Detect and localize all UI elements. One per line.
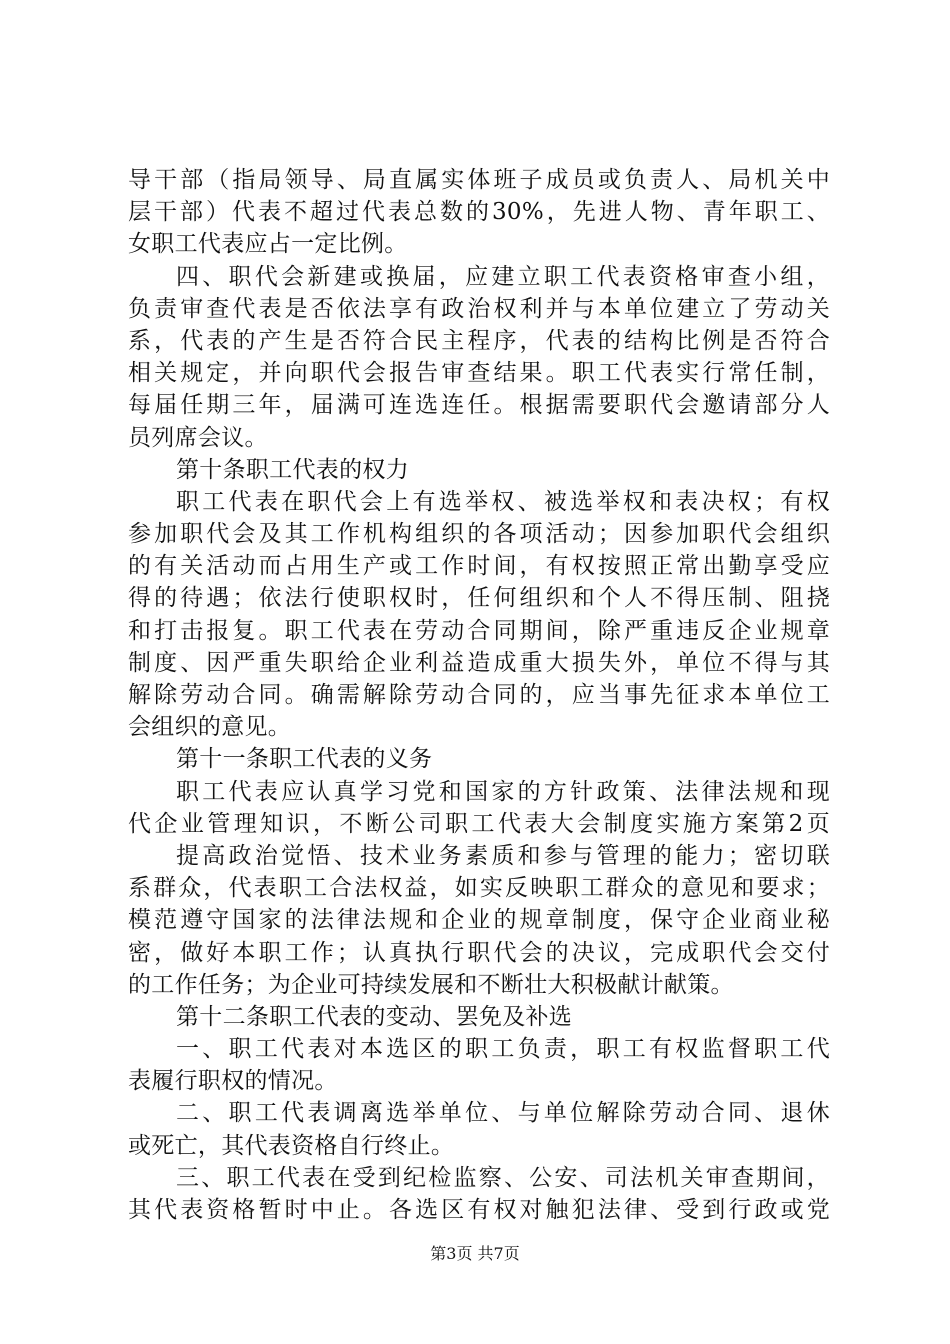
- text-line: 四、职代会新建或换届，应建立职工代表资格审查小组，: [176, 263, 830, 290]
- text-line: 三、职工代表在受到纪检监察、公安、司法机关审查期间，: [176, 1164, 830, 1191]
- text-line: 第十二条职工代表的变动、罢免及补选: [176, 1003, 573, 1030]
- text-line: 层干部）代表不超过代表总数的30%，先进人物、青年职工、: [128, 199, 830, 226]
- text-line: 模范遵守国家的法律法规和企业的规章制度，保守企业商业秘: [128, 907, 830, 934]
- text-line: 职工代表应认真学习党和国家的方针政策、法律法规和现: [176, 778, 830, 805]
- text-line: 一、职工代表对本选区的职工负责，职工有权监督职工代: [176, 1036, 830, 1063]
- text-line: 的工作任务；为企业可持续发展和不断壮大积极献计献策。: [128, 971, 734, 998]
- text-line: 第十一条职工代表的义务: [176, 746, 433, 773]
- document-body: [128, 164, 830, 1226]
- text-line: 参加职代会及其工作机构组织的各项活动；因参加职代会组织: [128, 521, 830, 548]
- text-line: 代企业管理知识，不断公司职工代表大会制度实施方案第2页: [128, 810, 830, 837]
- page-footer: 第3页 共7页: [430, 1244, 520, 1263]
- text-line: 二、职工代表调离选举单位、与单位解除劳动合同、退休: [176, 1100, 830, 1127]
- text-line: 密，做好本职工作；认真执行职代会的决议，完成职代会交付: [128, 939, 830, 966]
- text-line: 或死亡，其代表资格自行终止。: [128, 1132, 455, 1159]
- text-line: 第十条职工代表的权力: [176, 456, 409, 483]
- text-line: 每届任期三年，届满可连选连任。根据需要职代会邀请部分人: [128, 392, 830, 419]
- text-line: 导干部（指局领导、局直属实体班子成员或负责人、局机关中: [128, 167, 830, 193]
- text-line: 员列席会议。: [128, 424, 268, 451]
- text-line: 职工代表在职代会上有选举权、被选举权和表决权；有权: [176, 488, 830, 515]
- text-line: 和打击报复。职工代表在劳动合同期间，除严重违反企业规章: [128, 617, 830, 644]
- text-line: 提高政治觉悟、技术业务素质和参与管理的能力；密切联: [176, 842, 830, 869]
- text-line: 其代表资格暂时中止。各选区有权对触犯法律、受到行政或党: [128, 1197, 830, 1223]
- text-line: 系群众，代表职工合法权益，如实反映职工群众的意见和要求；: [128, 875, 830, 902]
- text-line: 相关规定，并向职代会报告审查结果。职工代表实行常任制，: [128, 360, 830, 387]
- text-line: 会组织的意见。: [128, 714, 292, 741]
- text-line: 负责审查代表是否依法享有政治权利并与本单位建立了劳动关: [128, 295, 830, 322]
- text-line: 表履行职权的情况。: [128, 1068, 338, 1095]
- text-line: 系，代表的产生是否符合民主程序，代表的结构比例是否符合: [128, 327, 830, 354]
- text-line: 制度、因严重失职给企业利益造成重大损失外，单位不得与其: [128, 649, 830, 676]
- text-line: 的有关活动而占用生产或工作时间，有权按照正常出勤享受应: [128, 553, 830, 580]
- text-line: 解除劳动合同。确需解除劳动合同的，应当事先征求本单位工: [128, 682, 830, 708]
- text-line: 得的待遇；依法行使职权时，任何组织和个人不得压制、阻挠: [128, 585, 830, 612]
- text-line: 女职工代表应占一定比例。: [128, 231, 408, 258]
